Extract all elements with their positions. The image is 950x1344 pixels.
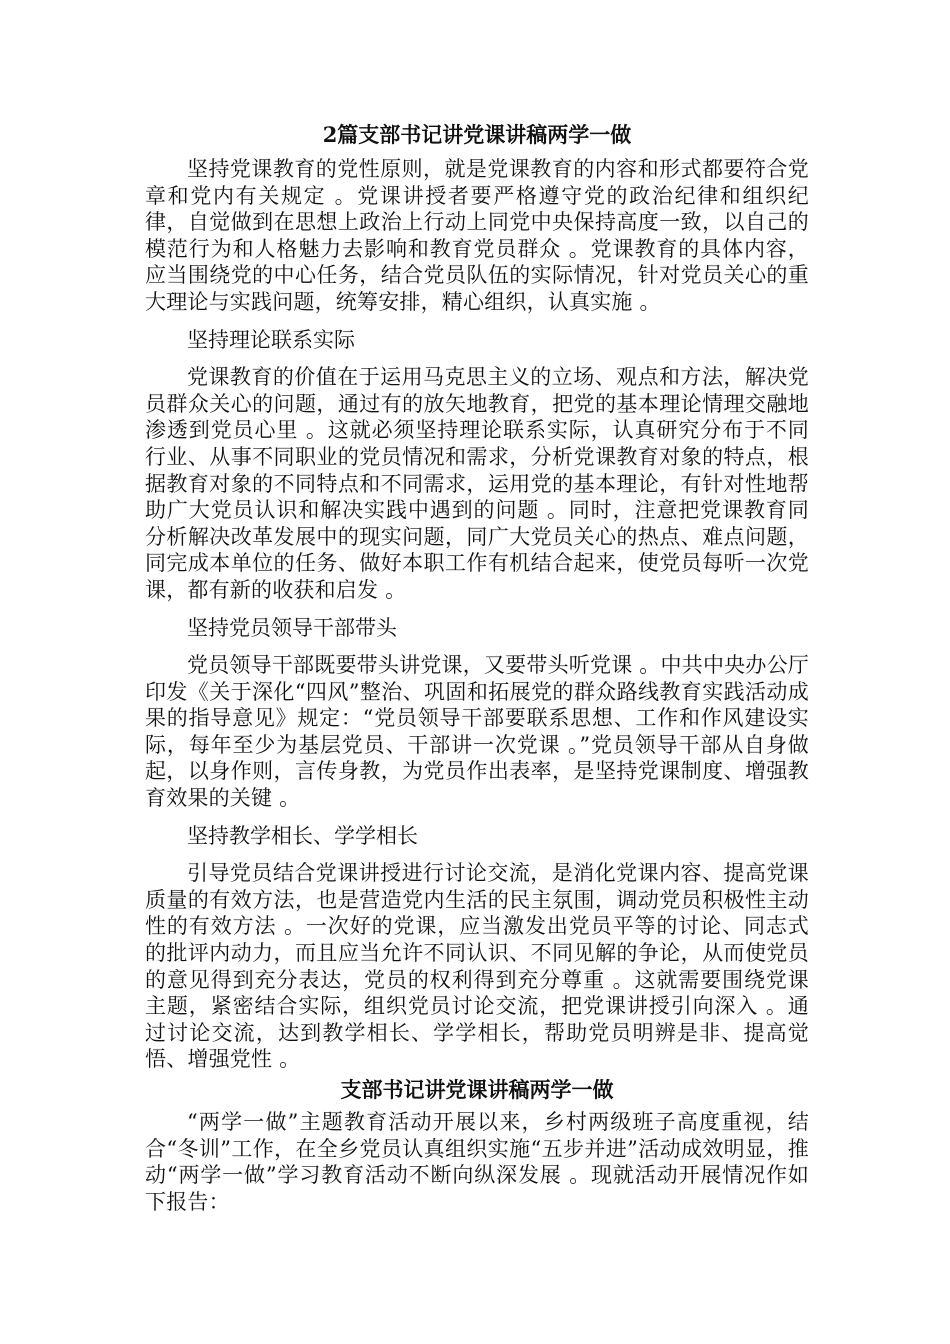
- paragraph-party-principle: 坚持党课教育的党性原则，就是党课教育的内容和形式都要符合党章和党内有关规定 。党课讲授者要严格遵守党的政治纪律和组织纪律，自觉做到在思想上政治上行动上同党中央保持高度一致，以自己的模范行为和人格魅力去影响和教育党员群众 。党课教育的具体内容，应当围绕党的中心任务，结合党员队伍的实际情况，针对党员关心的重大理论与实践问题，统筹安排，精心组织，认真实施 。: [145, 157, 809, 314]
- second-document-title: 支部书记讲党课讲稿两学一做: [340, 1077, 614, 1102]
- section-heading-leaders-lead: 坚持党员领导干部带头: [187, 615, 397, 640]
- paragraph-theory-practice: 党课教育的价值在于运用马克思主义的立场、观点和方法，解决党员群众关心的问题，通过有的放矢地教育，把党的基本理论情理交融地渗透到党员心里 。这就必须坚持理论联系实际，认真研究分布于不同行业、从事不同职业的党员情况和需求，分析党课教育对象的特点，根据教育对象的不同特点和不同需求，运用党的基本理论，有针对性地帮助广大党员认识和解决实践中遇到的问题 。同时，注意把党课教育同分析解决改革发展中的现实问题，同广大党员关心的热点、难点问题，同完成本单位的任务、做好本职工作有机结合起来，使党员每听一次党课，都有新的收获和启发 。: [145, 365, 809, 602]
- section-heading-theory-practice: 坚持理论联系实际: [187, 327, 355, 352]
- paragraph-leaders-lead: 党员领导干部既要带头讲党课，又要带头听党课 。中共中央办公厅印发《关于深化“四风”整治、巩固和拓展党的群众路线教育实践活动成果的指导意见》规定：“党员领导干部要联系思想、工作和作风建设实际，每年至少为基层党员、干部讲一次党课 。”党员领导干部从自身做起，以身作则，言传身教，为党员作出表率，是坚持党课制度、增强教育效果的关键 。: [145, 653, 809, 811]
- paragraph-two-studies-report: “两学一做”主题教育活动开展以来，乡村两级班子高度重视，结合“冬训”工作，在全乡党员认真组织实施“五步并进”活动成效明显，推动“两学一做”学习教育活动不断向纵深发展 。现就活动开展情况作如下报告：: [145, 1110, 809, 1214]
- document-page: [145, 120, 809, 1215]
- document-title: 2篇支部书记讲党课讲稿两学一做: [322, 122, 632, 147]
- section-heading-teaching-learning: 坚持教学相长、学学相长: [187, 823, 418, 848]
- paragraph-teaching-learning: 引导党员结合党课讲授进行讨论交流，是消化党课内容、提高党课质量的有效方法，也是营造党内生活的民主氛围，调动党员积极性主动性的有效方法 。一次好的党课，应当激发出党员平等的讨论、同志式的批评内动力，而且应当允许不同认识、不同见解的争论，从而使党员的意见得到充分表达，党员的权利得到充分尊重 。这就需要围绕党课主题，紧密结合实际，组织党员讨论交流，把党课讲授引向深入 。通过讨论交流，达到教学相长、学学相长，帮助党员明辨是非、提高觉悟、增强党性 。: [145, 861, 809, 1072]
